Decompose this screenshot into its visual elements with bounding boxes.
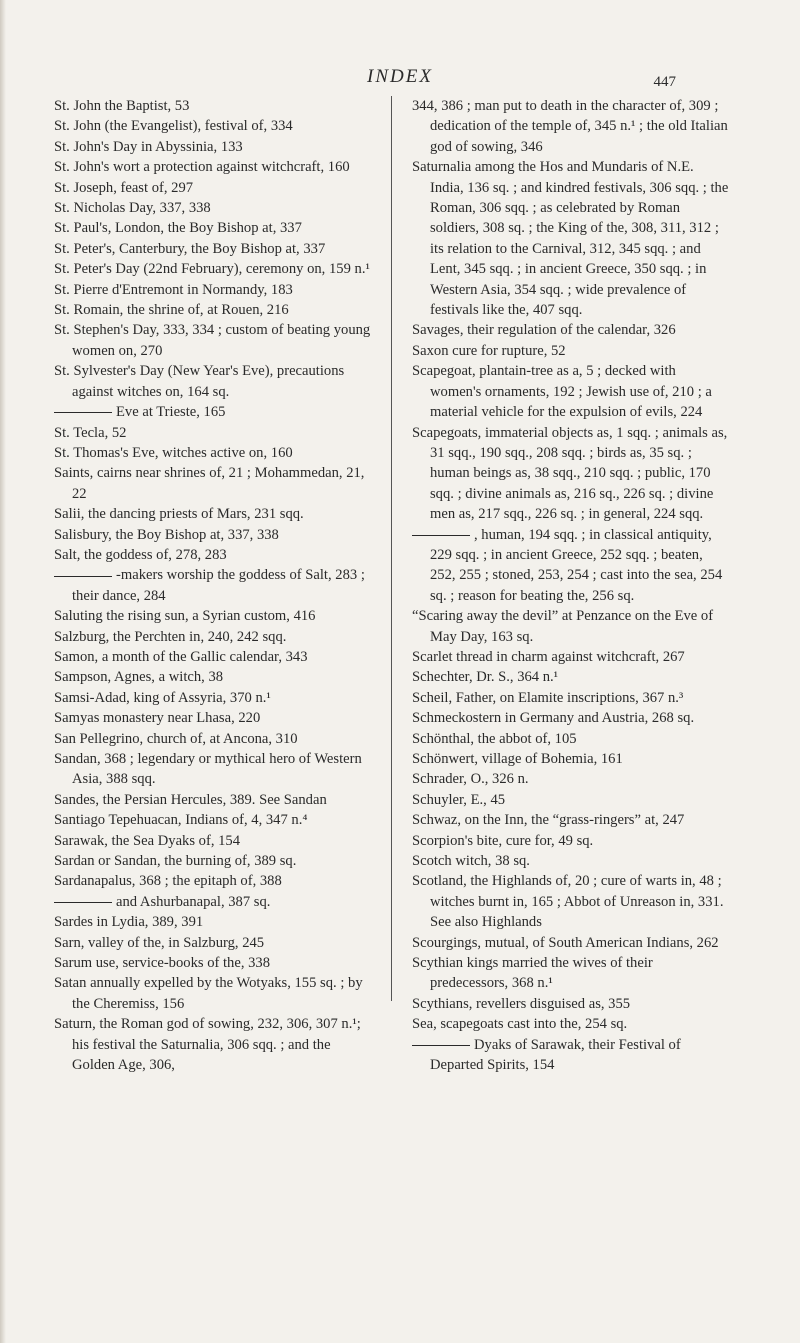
index-entry [54, 667, 372, 687]
index-entry [54, 647, 372, 667]
index-entry [54, 1014, 372, 1075]
entry-text: Sardanapalus, 368 ; the epitaph of, 388 [54, 873, 282, 890]
entry-text: and Ashurbanapal, 387 sq. [116, 893, 271, 910]
entry-text: San Pellegrino, church of, at Ancona, 310 [54, 730, 298, 747]
index-subentry [412, 1035, 730, 1076]
entry-text: St. Peter's, Canterbury, the Boy Bishop at, 337 [54, 240, 326, 257]
entry-text: Scapegoat, plantain-tree as a, 5 ; decked with women's ornaments, 192 ; Jewish use of, 210 ; a material vehicle for the expulsion of evils, 224 [412, 363, 712, 421]
entry-text: St. John (the Evangelist), festival of, 334 [54, 118, 293, 135]
entry-text: Schönwert, village of Bohemia, 161 [412, 751, 623, 767]
page-number: 447 [653, 74, 676, 90]
entry-text: Sardan or Sandan, the burning of, 389 sq. [54, 853, 297, 870]
index-subentry [54, 565, 372, 606]
index-entry [54, 96, 372, 116]
entry-text: Scheil, Father, on Elamite inscriptions, 367 n.³ [412, 689, 684, 706]
entry-text: St. Joseph, feast of, 297 [54, 179, 194, 196]
entry-text: St. Stephen's Day, 333, 334 ; custom of beating young women on, 270 [54, 322, 371, 359]
index-entry [412, 769, 730, 789]
entry-text: Scythian kings married the wives of their predecessors, 368 n.¹ [412, 955, 653, 992]
entry-text: Santiago Tepehuacan, Indians of, 4, 347 n.⁴ [54, 812, 308, 829]
index-entry [54, 116, 372, 136]
entry-text: St. Romain, the shrine of, at Rouen, 216 [54, 302, 289, 319]
entry-text: Samsi-Adad, king of Assyria, 370 n.¹ [54, 689, 271, 706]
entry-text: Sarn, valley of the, in Salzburg, 245 [54, 934, 265, 951]
index-entry [412, 749, 730, 769]
entry-text: Scarlet thread in charm against witchcraft, 267 [412, 648, 685, 665]
index-entry [54, 300, 372, 320]
index-entry [54, 320, 372, 361]
index-entry [54, 137, 372, 157]
index-entry [412, 933, 730, 953]
entry-text: Savages, their regulation of the calendar, 326 [412, 322, 676, 339]
repeat-dash [412, 1045, 470, 1046]
entry-text: St. Peter's Day (22nd February), ceremony on, 159 n.¹ [54, 261, 370, 278]
entry-text: Schönthal, the abbot of, 105 [412, 730, 577, 747]
entry-text: St. John's wort a protection against witchcraft, 160 [54, 159, 350, 176]
entry-text: Samon, a month of the Gallic calendar, 343 [54, 648, 308, 665]
entry-text: -makers worship the goddess of Salt, 283 ; their dance, 284 [72, 567, 365, 604]
index-entry [54, 361, 372, 402]
index-entry [54, 912, 372, 932]
index-entry [54, 810, 372, 830]
index-entry [412, 729, 730, 749]
entry-text: Saints, cairns near shrines of, 21 ; Mohammedan, 21, 22 [54, 465, 365, 502]
index-entry [54, 749, 372, 790]
entry-text: St. Thomas's Eve, witches active on, 160 [54, 444, 293, 461]
entry-text: Saturnalia among the Hos and Mundaris of N.E. India, 136 sq. ; and kindred festivals, 306 sqq. ; the Roman, 306 sqq. ; as celebrated by Roman soldiers, 308 sq. ; the King of the, 308, 311, 312 ; its relation to the Carnival, 312, 345 sqq. ; and Lent, 345 sqq. ; in ancient Greece, 350 sqq. ; in Western Asia, 354 sqq. ; wide prevalence of festivals like the, 407 sqq. [412, 159, 729, 319]
index-entry [412, 851, 730, 871]
entry-text: St. John the Baptist, 53 [54, 98, 190, 114]
entry-text: Schwaz, on the Inn, the “grass-ringers” at, 247 [412, 812, 685, 829]
entry-text: Satan annually expelled by the Wotyaks, 155 sq. ; by the Cheremiss, 156 [54, 975, 363, 1012]
index-entry [412, 790, 730, 810]
entry-text: 344, 386 ; man put to death in the character of, 309 ; dedication of the temple of, 345 n.¹ ; the old Italian god of sowing, 346 [412, 98, 728, 155]
index-entry [54, 239, 372, 259]
index-entry [412, 320, 730, 340]
repeat-dash [54, 412, 112, 413]
index-entry [412, 667, 730, 687]
index-entry [54, 504, 372, 524]
index-entry [412, 157, 730, 320]
page-header [0, 66, 800, 90]
entry-text: Dyaks of Sarawak, their Festival of Departed Spirits, 154 [430, 1036, 681, 1074]
index-entry [412, 994, 730, 1014]
index-entry [412, 606, 730, 647]
entry-text: St. John's Day in Abyssinia, 133 [54, 138, 243, 155]
index-column-left [54, 96, 372, 1076]
column-divider [391, 96, 392, 1001]
entry-text: Sea, scapegoats cast into the, 254 sq. [412, 1016, 628, 1033]
index-entry [54, 627, 372, 647]
index-entry [54, 443, 372, 463]
index-entry [54, 933, 372, 953]
entry-text: Scourgings, mutual, of South American Indians, 262 [412, 934, 719, 951]
entry-text: Sardes in Lydia, 389, 391 [54, 914, 204, 931]
entry-text: Sampson, Agnes, a witch, 38 [54, 669, 224, 686]
entry-text: St. Sylvester's Day (New Year's Eve), precautions against witches on, 164 sq. [54, 363, 345, 400]
entry-text: , human, 194 sqq. ; in classical antiquity, 229 sqq. ; in ancient Greece, 252 sqq. ; beaten, 252, 255 ; stoned, 253, 254 ; cast into the sea, 254 sq. ; reason for beating the, 256 sq. [430, 526, 723, 604]
entry-text: Sandes, the Persian Hercules, 389. See Sandan [54, 791, 327, 808]
index-entry [54, 525, 372, 545]
entry-text: Salt, the goddess of, 278, 283 [54, 546, 227, 563]
entry-text: Schrader, O., 326 n. [412, 771, 529, 788]
entry-text: St. Tecla, 52 [54, 424, 127, 441]
index-entry [412, 871, 730, 932]
index-entry [54, 790, 372, 810]
entry-text: Schechter, Dr. S., 364 n.¹ [412, 669, 559, 686]
index-subentry [412, 525, 730, 607]
index-entry [54, 729, 372, 749]
index-entry [412, 708, 730, 728]
entry-text: Sarum use, service-books of the, 338 [54, 955, 271, 972]
entry-text: St. Paul's, London, the Boy Bishop at, 337 [54, 220, 302, 237]
index-entry [54, 871, 372, 891]
index-entry [54, 423, 372, 443]
index-entry [412, 361, 730, 422]
entry-text: Salisbury, the Boy Bishop at, 337, 338 [54, 526, 279, 543]
entry-text: Scorpion's bite, cure for, 49 sq. [412, 832, 594, 849]
index-entry [54, 831, 372, 851]
entry-text: Eve at Trieste, 165 [116, 404, 226, 421]
index-subentry [54, 892, 372, 912]
running-title: INDEX [367, 66, 433, 87]
entry-text: Sarawak, the Sea Dyaks of, 154 [54, 832, 241, 849]
index-entry [54, 463, 372, 504]
index-entry [54, 708, 372, 728]
index-entry [54, 953, 372, 973]
entry-text: Scotland, the Highlands of, 20 ; cure of warts in, 48 ; witches burnt in, 165 ; Abbot of Unreason in, 331. See also Highlands [412, 873, 724, 931]
index-entry [412, 423, 730, 525]
entry-text: Samyas monastery near Lhasa, 220 [54, 710, 261, 727]
index-entry [54, 198, 372, 218]
index-entry [412, 688, 730, 708]
entry-text: Sandan, 368 ; legendary or mythical hero of Western Asia, 388 sqq. [54, 751, 362, 788]
entry-text: Salii, the dancing priests of Mars, 231 sqq. [54, 506, 304, 523]
entry-text: “Scaring away the devil” at Penzance on the Eve of May Day, 163 sq. [412, 608, 714, 645]
index-column-right [412, 96, 730, 1076]
repeat-dash [54, 902, 112, 903]
index-entry [54, 218, 372, 238]
repeat-dash [54, 576, 112, 577]
index-subentry [54, 402, 372, 422]
entry-text: Scythians, revellers disguised as, 355 [412, 995, 631, 1012]
index-entry [54, 688, 372, 708]
entry-text: Salzburg, the Perchten in, 240, 242 sqq. [54, 628, 287, 645]
repeat-dash [412, 535, 470, 536]
entry-text: Schuyler, E., 45 [412, 791, 506, 808]
entry-text: Saluting the rising sun, a Syrian custom, 416 [54, 608, 316, 625]
index-entry [412, 647, 730, 667]
index-entry [412, 341, 730, 361]
index-entry [412, 810, 730, 830]
entry-text: Schmeckostern in Germany and Austria, 268 sq. [412, 710, 695, 727]
index-entry [412, 96, 730, 157]
entry-text: Scotch witch, 38 sq. [412, 853, 530, 870]
entry-text: Scapegoats, immaterial objects as, 1 sqq. ; animals as, 31 sqq., 190 sqq., 208 sqq. ; birds as, 35 sq. ; human beings as, 38 sqq., 210 sqq. ; public, 170 sqq. ; divine animals as, 216 sq., 226 sq. ; divine men as, 217 sqq., 226 sq. ; in general, 224 sqq. [412, 424, 728, 523]
entry-text: St. Nicholas Day, 337, 338 [54, 200, 211, 217]
index-entry [54, 178, 372, 198]
entry-text: Saturn, the Roman god of sowing, 232, 306, 307 n.¹; his festival the Saturnalia, 306 sqq. ; and the Golden Age, 306, [54, 1016, 361, 1074]
page-gutter-shadow [0, 0, 6, 1343]
index-entry [54, 280, 372, 300]
index-entry [54, 606, 372, 626]
index-entry [412, 953, 730, 994]
entry-text: Saxon cure for rupture, 52 [412, 342, 566, 359]
index-entry [54, 157, 372, 177]
entry-text: St. Pierre d'Entremont in Normandy, 183 [54, 281, 293, 298]
index-entry [54, 851, 372, 871]
index-entry [54, 545, 372, 565]
index-entry [412, 1014, 730, 1034]
index-entry [54, 259, 372, 279]
index-entry [54, 973, 372, 1014]
index-entry [412, 831, 730, 851]
